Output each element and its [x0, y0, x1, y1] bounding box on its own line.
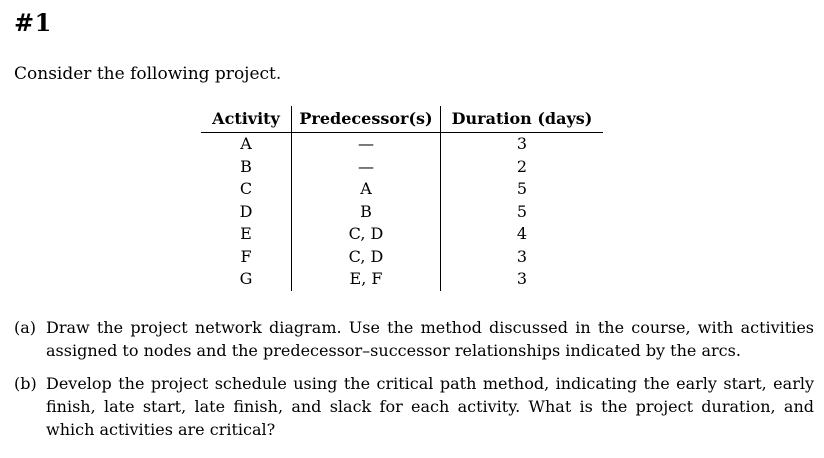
cell-activity: D — [239, 201, 253, 221]
intro-text: Consider the following project. — [14, 64, 282, 84]
question-b — [14, 372, 814, 441]
cell-duration: 2 — [441, 156, 604, 179]
question-text: Draw the project network diagram. Use the method discussed in the course, with activities assigned to nodes and the predecessor–successor relationships indicated by the arcs. — [46, 318, 814, 360]
cell-duration: 3 — [441, 133, 604, 156]
cell-predecessors: C, D — [292, 223, 441, 246]
cell-predecessors: B — [292, 201, 441, 224]
cell-duration: 5 — [441, 178, 604, 201]
table-row — [201, 201, 603, 224]
table-row — [201, 178, 603, 201]
cell-predecessors: — — [292, 156, 441, 179]
cell-duration: 3 — [441, 268, 604, 291]
question-a — [14, 316, 814, 362]
cell-predecessors: C, D — [292, 246, 441, 269]
question-label: (a) — [14, 318, 37, 337]
header-duration: Duration (days) — [441, 106, 604, 133]
cell-activity: A — [240, 134, 252, 154]
table-row — [201, 246, 603, 269]
cell-predecessors: E, F — [292, 268, 441, 291]
cell-duration: 5 — [441, 201, 604, 224]
table-header-row — [201, 106, 603, 133]
header-predecessors: Predecessor(s) — [292, 106, 441, 133]
cell-duration: 3 — [441, 246, 604, 269]
cell-activity: F — [240, 246, 252, 266]
cell-activity: E — [240, 224, 252, 244]
table-row — [201, 133, 603, 156]
question-text: Develop the project schedule using the critical path method, indicating the early start, early finish, late start, late finish, and slack for each activity. What is the project duration, and which activities are critical? — [46, 374, 814, 439]
table-row — [201, 268, 603, 291]
header-activity: Activity — [201, 106, 292, 133]
activity-table — [201, 106, 603, 291]
table-row — [201, 156, 603, 179]
table-row — [201, 223, 603, 246]
cell-predecessors: — — [292, 133, 441, 156]
cell-activity: B — [240, 156, 252, 176]
cell-activity: C — [239, 179, 253, 199]
question-label: (b) — [14, 374, 37, 393]
cell-predecessors: A — [292, 178, 441, 201]
cell-activity: G — [239, 269, 253, 289]
problem-heading: #1 — [14, 8, 52, 37]
question-list — [14, 316, 814, 451]
cell-duration: 4 — [441, 223, 604, 246]
